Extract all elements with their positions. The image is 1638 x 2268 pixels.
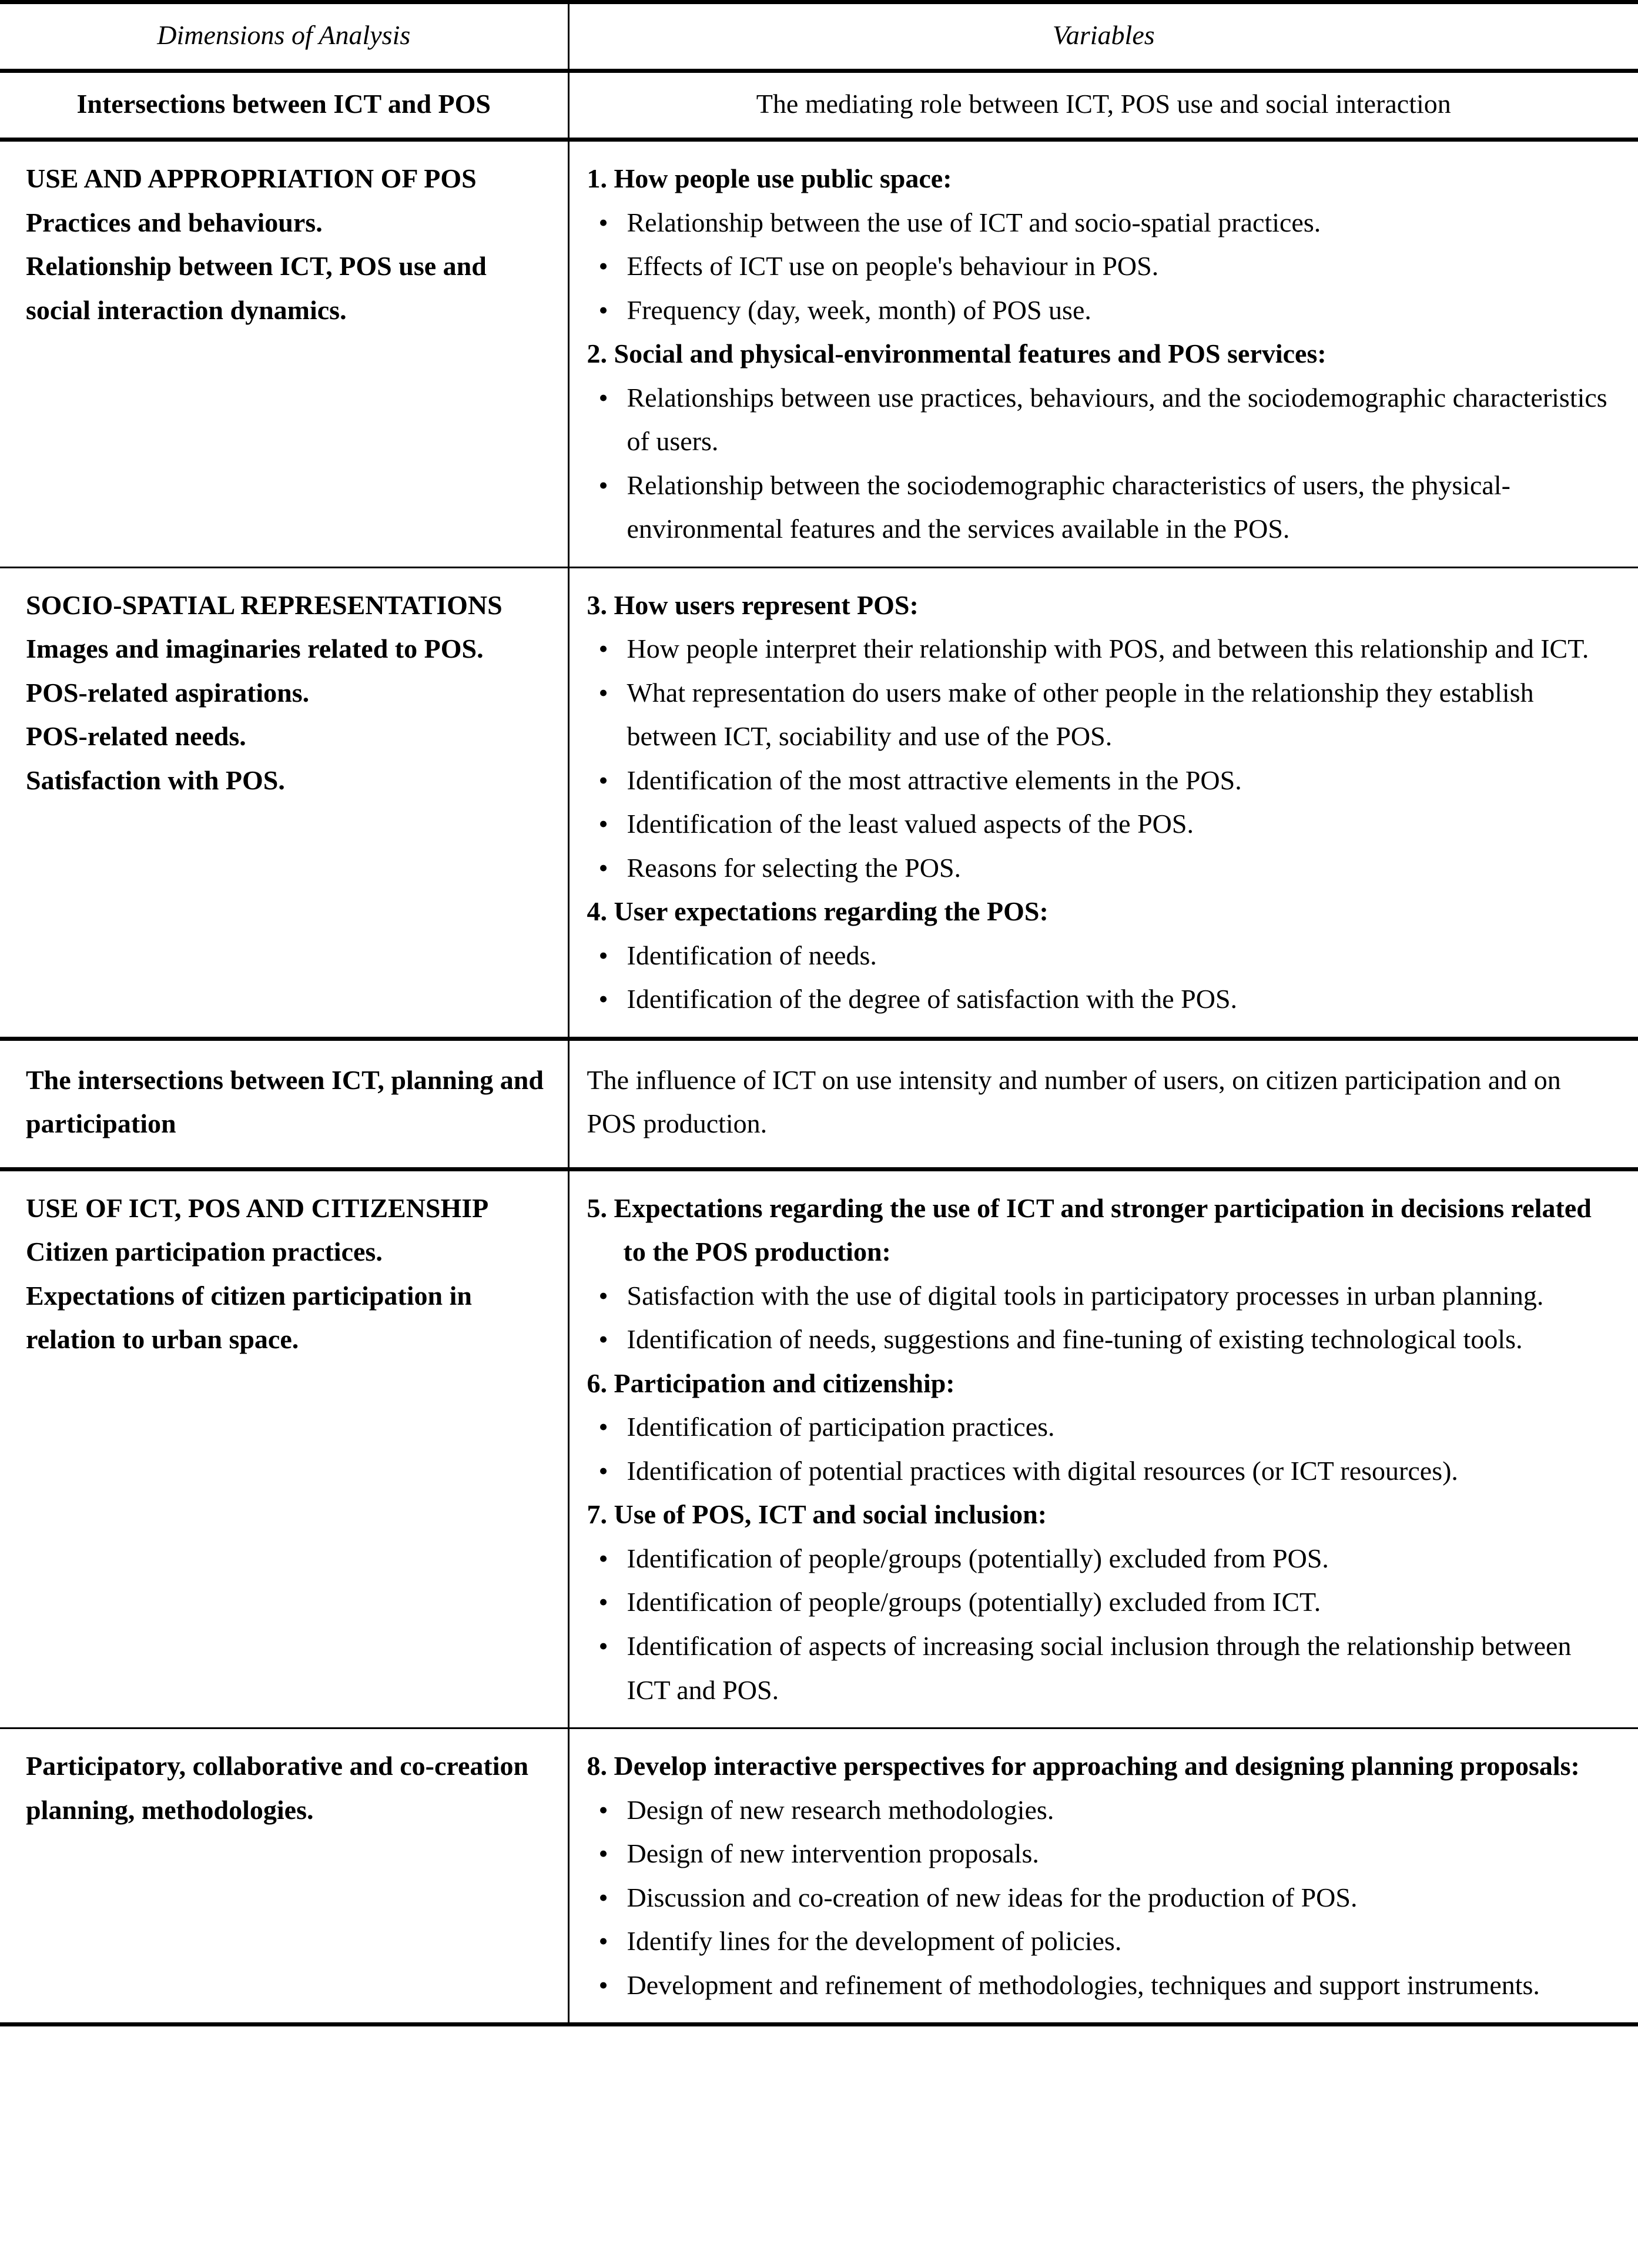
- bullet-list: [587, 1274, 1615, 1362]
- bullet-icon: •: [598, 1630, 608, 1661]
- table-row: [0, 567, 1638, 1038]
- list-item-label: Design of new research methodologies.: [627, 1794, 1054, 1825]
- bullet-icon: •: [598, 1969, 608, 2000]
- dimension-line: Relationship between ICT, POS use and social interaction dynamics.: [26, 251, 487, 325]
- list-item-label: Identification of potential practices with digital resources (or ICT resources).: [627, 1455, 1458, 1486]
- list-item: [587, 1274, 1615, 1318]
- group-heading: 5. Expectations regarding the use of ICT and stronger participation in decisions related to the POS production:: [587, 1192, 1592, 1267]
- list-item: [587, 846, 1615, 890]
- bullet-list: [587, 1405, 1615, 1493]
- dimension-line: Images and imaginaries related to POS.: [26, 634, 484, 664]
- bullet-icon: •: [598, 1324, 608, 1355]
- list-item-label: Identification of aspects of increasing social inclusion through the relationship between ICT and POS.: [627, 1630, 1572, 1705]
- list-item: [587, 376, 1615, 464]
- bullet-icon: •: [598, 984, 608, 1014]
- list-item: [587, 1624, 1615, 1712]
- list-item: [587, 802, 1615, 846]
- group-heading: 6. Participation and citizenship:: [587, 1368, 955, 1398]
- variables-cell-use-of-ict-pos-citizenship: [568, 1169, 1638, 1728]
- bullet-list: [587, 201, 1615, 333]
- table-header-row: [0, 2, 1638, 71]
- list-item-label: Satisfaction with the use of digital tools in participatory processes in urban planning.: [627, 1280, 1544, 1311]
- bullet-list: [587, 934, 1615, 1021]
- bullet-icon: •: [598, 634, 608, 664]
- list-item: [587, 1964, 1615, 2008]
- list-item: [587, 1788, 1615, 1833]
- subheader-cell-intersections-planning-participation: The intersections between ICT, planning and participation: [26, 1064, 544, 1139]
- subheader-cell-intersections-ict-pos: Intersections between ICT and POS: [76, 89, 491, 119]
- list-item-label: Identification of people/groups (potentially) excluded from ICT.: [627, 1587, 1321, 1617]
- list-item-label: Identification of the most attractive elements in the POS.: [627, 765, 1242, 795]
- bullet-icon: •: [598, 1280, 608, 1311]
- subheader-cell-influence-of-ict: The influence of ICT on use intensity and number of users, on citizen participation and on POS production.: [568, 1038, 1638, 1169]
- list-item: [587, 1405, 1615, 1449]
- header-cell-dimensions: Dimensions of Analysis: [157, 20, 411, 50]
- list-item-label: Development and refinement of methodologies, techniques and support instruments.: [627, 1969, 1540, 2000]
- dimension-line: SOCIO-SPATIAL REPRESENTATIONS: [26, 589, 503, 620]
- list-item: [587, 977, 1615, 1021]
- dimension-cell-socio-spatial-representations: [0, 567, 568, 1038]
- bullet-icon: •: [598, 765, 608, 795]
- bullet-icon: •: [598, 1882, 608, 1912]
- list-item: [587, 464, 1615, 551]
- list-item-label: Discussion and co-creation of new ideas for the production of POS.: [627, 1882, 1358, 1912]
- list-item-label: Identification of needs, suggestions and fine-tuning of existing technological tools.: [627, 1324, 1523, 1355]
- dimension-line: POS-related needs.: [26, 721, 246, 752]
- group-heading: 7. Use of POS, ICT and social inclusion:: [587, 1499, 1047, 1530]
- dimension-line: Practices and behaviours.: [26, 207, 323, 237]
- bullet-icon: •: [598, 1543, 608, 1573]
- variables-cell-participatory-collaborative: [568, 1728, 1638, 2025]
- variables-cell-socio-spatial-representations: [568, 567, 1638, 1038]
- bullet-icon: •: [598, 1455, 608, 1486]
- dimension-line: USE OF ICT, POS AND CITIZENSHIP: [26, 1192, 489, 1223]
- dimension-line: Citizen participation practices.: [26, 1237, 383, 1267]
- list-item-label: Relationship between the sociodemographic characteristics of users, the physical-environmental features and the services available in the POS.: [627, 470, 1510, 544]
- list-item: [587, 201, 1615, 245]
- table-row: [0, 140, 1638, 568]
- list-item-label: Relationships between use practices, behaviours, and the sociodemographic characteristics of users.: [627, 382, 1607, 457]
- list-item-label: What representation do users make of other people in the relationship they establish between ICT, sociability and use of the POS.: [627, 677, 1534, 752]
- bullet-list: [587, 1788, 1615, 2008]
- list-item: [587, 289, 1615, 333]
- list-item-label: Effects of ICT use on people's behaviour in POS.: [627, 251, 1159, 282]
- list-item-label: Identification of the least valued aspects of the POS.: [627, 809, 1194, 839]
- bullet-icon: •: [598, 294, 608, 325]
- dimension-line: Satisfaction with POS.: [26, 765, 285, 795]
- list-item: [587, 1919, 1615, 1964]
- list-item-label: Identification of needs.: [627, 940, 877, 970]
- bullet-icon: •: [598, 470, 608, 500]
- table-body: [0, 2, 1638, 2025]
- bullet-icon: •: [598, 940, 608, 970]
- list-item: [587, 1832, 1615, 1876]
- subheader-cell-mediating-role: The mediating role between ICT, POS use and social interaction: [568, 71, 1638, 140]
- group-heading: 1. How people use public space:: [587, 163, 952, 193]
- bullet-list: [587, 627, 1615, 890]
- list-item-label: Relationship between the use of ICT and socio-spatial practices.: [627, 207, 1321, 237]
- dimension-line: USE AND APPROPRIATION OF POS: [26, 163, 477, 193]
- bullet-icon: •: [598, 1412, 608, 1442]
- bullet-list: [587, 1537, 1615, 1712]
- list-item: [587, 671, 1615, 759]
- bullet-icon: •: [598, 677, 608, 708]
- bullet-icon: •: [598, 1794, 608, 1825]
- dimension-cell-participatory-collaborative: [0, 1728, 568, 2025]
- dimension-cell-use-and-appropriation: [0, 140, 568, 568]
- list-item: [587, 934, 1615, 978]
- bullet-icon: •: [598, 251, 608, 282]
- list-item-label: Identification of participation practices.: [627, 1412, 1055, 1442]
- list-item-label: Reasons for selecting the POS.: [627, 852, 962, 883]
- list-item: [587, 1876, 1615, 1920]
- bullet-icon: •: [598, 852, 608, 883]
- dimension-line: Expectations of citizen participation in relation to urban space.: [26, 1280, 472, 1355]
- group-heading: 8. Develop interactive perspectives for approaching and designing planning proposals:: [587, 1751, 1580, 1781]
- dimension-line: Participatory, collaborative and co-creation planning, methodologies.: [26, 1751, 529, 1825]
- table-row: [0, 1728, 1638, 2025]
- list-item-label: Identification of the degree of satisfaction with the POS.: [627, 984, 1238, 1014]
- subheader-row-1: [0, 71, 1638, 140]
- header-cell-variables: Variables: [568, 2, 1638, 71]
- bullet-list: [587, 376, 1615, 551]
- group-heading: 2. Social and physical-environmental features and POS services:: [587, 339, 1327, 369]
- table-row: [0, 1169, 1638, 1728]
- list-item: [587, 1537, 1615, 1581]
- dimension-line: POS-related aspirations.: [26, 677, 310, 708]
- bullet-icon: •: [598, 382, 608, 413]
- bullet-icon: •: [598, 1926, 608, 1957]
- list-item-label: How people interpret their relationship with POS, and between this relationship and ICT.: [627, 634, 1589, 664]
- bullet-icon: •: [598, 1838, 608, 1869]
- list-item: [587, 1449, 1615, 1493]
- bullet-icon: •: [598, 1587, 608, 1617]
- list-item-label: Identify lines for the development of policies.: [627, 1926, 1122, 1957]
- group-heading: 4. User expectations regarding the POS:: [587, 896, 1049, 927]
- list-item: [587, 1318, 1615, 1362]
- dimension-cell-use-of-ict-pos-citizenship: [0, 1169, 568, 1728]
- list-item: [587, 759, 1615, 803]
- bullet-icon: •: [598, 809, 608, 839]
- subheader-row-2: [0, 1038, 1638, 1169]
- variables-cell-use-and-appropriation: [568, 140, 1638, 568]
- list-item-label: Frequency (day, week, month) of POS use.: [627, 294, 1091, 325]
- list-item: [587, 1580, 1615, 1624]
- list-item: [587, 244, 1615, 289]
- group-heading: 3. How users represent POS:: [587, 589, 919, 620]
- list-item-label: Design of new intervention proposals.: [627, 1838, 1039, 1869]
- bullet-icon: •: [598, 207, 608, 237]
- list-item: [587, 627, 1615, 671]
- list-item-label: Identification of people/groups (potentially) excluded from POS.: [627, 1543, 1329, 1573]
